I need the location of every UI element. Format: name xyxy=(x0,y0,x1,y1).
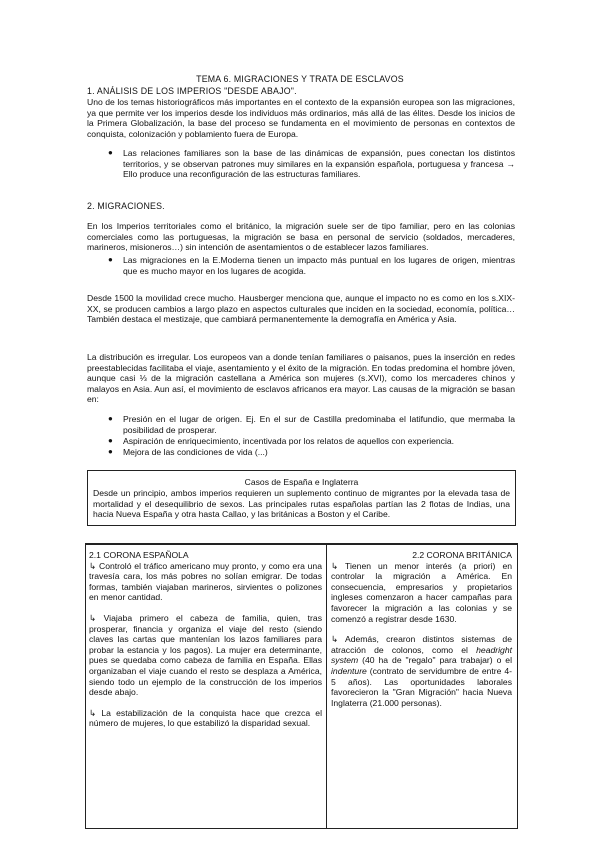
cause-item: Presión en el lugar de origen. Ej. En el sur de Castilla predominaba el latifundio, que mermaba la posibilidad de prosperar. xyxy=(123,414,515,435)
section2-paragraph2: Desde 1500 la movilidad crece mucho. Hausberger menciona que, aunque el impacto no es como en los s.XIX-XX, se producen cambios a largo plazo en aspectos culturales que inciden en la sociedad, economía, política… También destaca el mestizaje, que cambiará permanentemente la demografía en América y Asia. xyxy=(87,293,515,325)
comparison-table xyxy=(85,543,518,829)
cases-box-text: Desde un principio, ambos imperios requieren un suplemento continuo de migrantes por la elevada tasa de mortalidad y el desequilibrio de sexos. Las principales rutas españolas partían las 2 flotas de Indias, una hacia Nueva España y otra hasta Callao, y las británicas a Boston y el Caribe. xyxy=(93,488,510,520)
spanish-crown-paragraph: ↳ La estabilización de la conquista hace que crezca el número de mujeres, lo que estabilizó la disparidad sexual. xyxy=(89,707,322,729)
cause-item: Aspiración de enriquecimiento, incentivada por los relatos de aquellos con experiencia. xyxy=(123,436,455,446)
bullet-icon: ● xyxy=(108,447,113,456)
left-column xyxy=(89,550,322,729)
bullet-icon: ● xyxy=(108,148,113,157)
bullet-icon: ● xyxy=(108,414,113,423)
table-divider xyxy=(326,545,327,828)
cause-item: Mejora de las condiciones de vida (...) xyxy=(123,447,268,457)
spanish-crown-paragraph: ↳ Viajaba primero el cabeza de familia, quien, tras prosperar, financia y organiza el viaje del resto (siendo claves las cartas que mantenían los lazos familiares para probar la estancia y los pagos). La mujer era determinante, pues se quedaba como cabeza de familia en España. Ellas organizaban el viaje cuando el resto se desplaza a América, siendo todo un ejemplo de la construcción de los imperios desde abajo. xyxy=(89,612,322,698)
section1-bullet: Las relaciones familiares son la base de las dinámicas de expansión, pues conectan los distintos territorios, y se observan patrones muy similares en la expansión española, portuguesa y francesa → Ello produce una reconfiguración de las estructuras familiares. xyxy=(123,148,515,180)
british-crown-paragraph: ↳ Tienen un menor interés (a priori) en controlar la migración a América. En consecuencia, empresarios y propietarios ingleses comenzaron a hacer campañas para favorecer la migración a las colonias y se comenzó a registrar desde 1630. xyxy=(331,560,512,624)
section2-heading: 2. MIGRACIONES. xyxy=(87,201,165,211)
cases-box xyxy=(87,470,516,526)
cases-box-caption: Casos de España e Inglaterra xyxy=(244,477,359,487)
spanish-crown-paragraph: ↳ Controló el tráfico americano muy pronto, y como era una travesía cara, los más pobres no solían emigrar. De todas formas, también viajaban marineros, sirvientes o polizones en menor cantidad. xyxy=(89,560,322,603)
bullet-icon: ● xyxy=(108,255,113,264)
section2-bullet1: Las migraciones en la E.Moderna tienen un impacto más puntual en los lugares de origen, mientras que es mucho mayor en los lugares de acogida. xyxy=(123,255,515,276)
british-crown-paragraph: ↳ Además, crearon distintos sistemas de atracción de colonos, como el headright system (40 ha de "regalo" para trabajar) o el indenture (contrato de servidumbre de entre 4-5 años). Las oportunidades laborales favorecieron la "Gran Migración" hacia Nueva Inglaterra (21.000 personas). xyxy=(331,634,512,708)
right-column xyxy=(331,550,512,708)
section1-paragraph: Uno de los temas historiográficos más importantes en el contexto de la expansión europea son las migraciones, ya que permite ver los imperios desde los individuos más ordinarios, más allá de las élites. Desde los inicios de la Primera Globalización, la base del proceso se fundamenta en el movimiento de personas en contextos de conquista, colonización y poblamiento fuera de Europa. xyxy=(87,97,515,139)
section2-paragraph1: En los Imperios territoriales como el británico, la migración suele ser de tipo familiar, pero en las colonias comerciales como las portuguesas, la migración se basa en personal de servicio (soldados, mercaderes, marineros, misioneros…) sin intención de asentamientos o de establecer lazos familiares. xyxy=(87,221,515,253)
document-title: TEMA 6. MIGRACIONES Y TRATA DE ESCLAVOS xyxy=(196,74,404,84)
bullet-icon: ● xyxy=(108,436,113,445)
section1-heading: 1. ANÁLISIS DE LOS IMPERIOS "DESDE ABAJO". xyxy=(87,86,297,96)
section2-paragraph3: La distribución es irregular. Los europeos van a donde tenían familiares o paisanos, pues la inserción en redes preestablecidas facilitaba el viaje, asentamiento y el éxito de la migración. En todas predomina el hombre jóven, aunque casi ⅓ de la migración castellana a América son mujeres (s.XVI), como los mercaderes chinos y malayos en Asia. Aun así, el movimiento de esclavos africanos era mayor. Las causas de la migración se basan en: xyxy=(87,352,515,405)
spanish-crown-heading: 2.1 CORONA ESPAÑOLA xyxy=(89,550,189,560)
british-crown-heading: 2.2 CORONA BRITÁNICA xyxy=(412,550,512,560)
